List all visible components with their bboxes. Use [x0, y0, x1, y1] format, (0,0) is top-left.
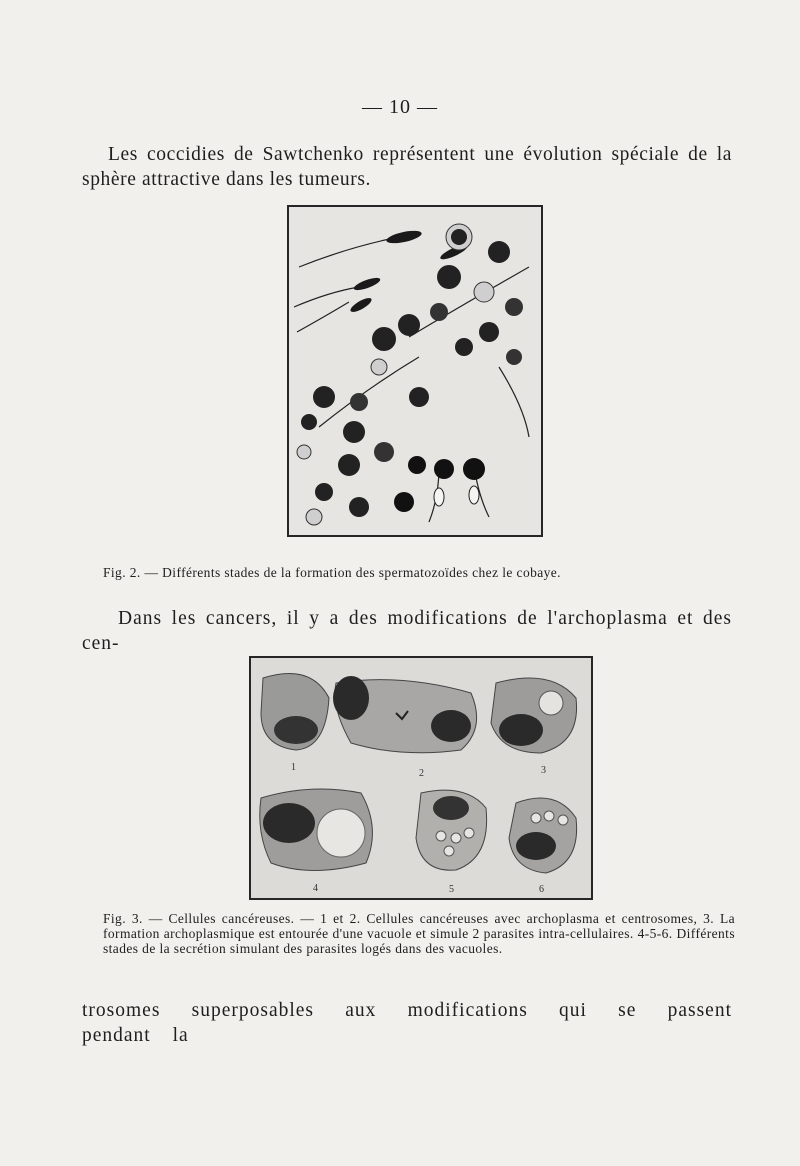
figure-2-plate — [287, 205, 543, 537]
cell-label-5: 5 — [449, 884, 454, 895]
paragraph-trosomes: trosomes superposables aux modifications qui se passent pendant la — [82, 1000, 732, 1046]
figure-3-label: Fig. 3. — [103, 911, 143, 926]
paragraph-coccidies: Les coccidies de Sawtchenko représentent une évolution spéciale de la sphère attractive dans les tumeurs. — [82, 144, 732, 190]
cancer-cells-illustration — [251, 658, 591, 898]
figure-2-label: Fig. 2. — [103, 565, 141, 580]
figure-2-caption — [103, 565, 703, 580]
figure-3-caption — [103, 911, 735, 956]
page-number: — 10 — — [362, 96, 438, 118]
figure-2-caption-text: — Différents stades de la formation des spermatozoïdes chez le cobaye. — [144, 565, 561, 580]
cell-label-2: 2 — [419, 768, 424, 779]
cell-label-4: 4 — [313, 883, 318, 894]
figure-3-caption-text: — Cellules cancéreuses. — 1 et 2. Cellules cancéreuses avec archoplasma et centrosomes, 3. La formation archoplasmique est entourée d'une vacuole et simule 2 parasites intra-cellulaires. 4-5-6. Différents stades de la secrétion simulant des parasites logés dans des vacuoles. — [103, 911, 735, 956]
cell-label-3: 3 — [541, 765, 546, 776]
figure-3-plate — [249, 656, 593, 900]
cell-label-6: 6 — [539, 884, 544, 895]
paragraph-cancers: Dans les cancers, il y a des modifications de l'archoplasma et des cen- — [82, 608, 732, 654]
cell-label-1: 1 — [291, 762, 296, 773]
spermatozoa-illustration — [289, 207, 541, 535]
